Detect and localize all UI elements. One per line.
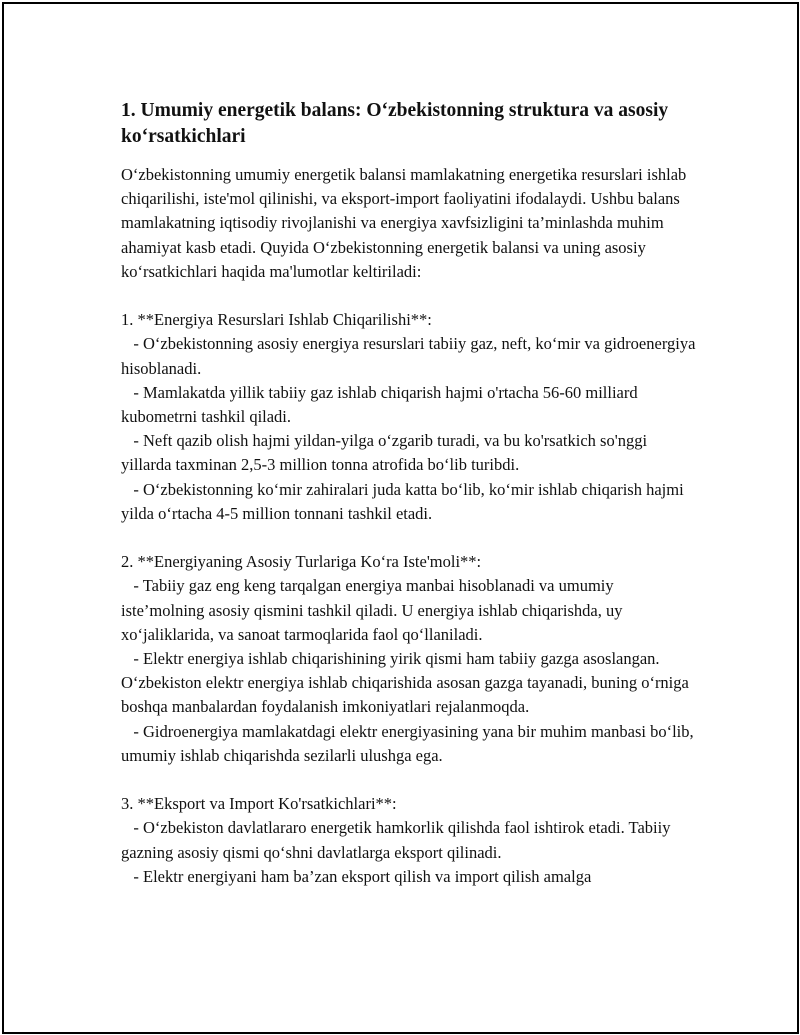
document-title: 1. Umumiy energetik balans: O‘zbekistonning struktura va asosiy ko‘rsatkichlari bbox=[121, 100, 669, 147]
document-body: O‘zbekistonning umumiy energetik balansi mamlakatning energetika resurslari ishlab chiqarilishi, iste'mol qilinishi, va eksport-import faoliyatini ifodalaydi. Ushbu balans mamlakatning iqtisodiy rivojlanishi va energiya xavfsizligini ta’minlashda muhim ahamiyat kasb etadi. Quyida O‘zbekistonning energetik balansi va uning asosiy ko‘rsatkichlari haqida ma'lumotlar keltiriladi: 1. **Energiya Resurslari Ishlab Chiqarilishi**: - O‘zbekistonning asosiy energiya resurslari tabiiy gaz, neft, ko‘mir va gidroenergiya hisoblanadi. - Mamlakatda yillik tabiiy gaz ishlab chiqarish hajmi o'rtacha 56-60 milliard kubometrni tashkil qiladi. - Neft qazib olish hajmi yildan-yilga o‘zgarib turadi, va bu ko'rsatkich so'nggi yillarda taxminan 2,5-3 million tonna atrofida bo‘lib turibdi. - O‘zbekistonning ko‘mir zahiralari juda katta bo‘lib, ko‘mir ishlab chiqarish hajmi yilda o‘rtacha 4-5 million tonnani tashkil etadi. 2. **Energiyaning Asosiy Turlariga Ko‘ra Iste'moli**: - Tabiiy gaz eng keng tarqalgan energiya manbai hisoblanadi va umumiy iste’molning asosiy qismini tashkil qiladi. U energiya ishlab chiqarishda, uy xo‘jaliklarida, va sanoat tarmoqlarida faol qo‘llaniladi. - Elektr energiya ishlab chiqarishining yirik qismi ham tabiiy gazga asoslangan. O‘zbekiston elektr energiya ishlab chiqarishida asosan gazga tayanadi, buning o‘rniga boshqa manbalardan foydalanish imkoniyatlari rejalanmoqda. - Gidroenergiya mamlakatdagi elektr energiyasining yana bir muhim manbasi bo‘lib, umumiy ishlab chiqarishda sezilarli ulushga ega. 3. **Eksport va Import Ko'rsatkichlari**: - O‘zbekiston davlatlararo energetik hamkorlik qilishda faol ishtirok etadi. Tabiiy gazning asosiy qismi qo‘shni davlatlarga eksport qilinadi. - Elektr energiyani ham ba’zan eksport qilish va import qilish amalga bbox=[121, 165, 696, 886]
document-content bbox=[121, 98, 701, 889]
page-frame bbox=[2, 2, 799, 1034]
